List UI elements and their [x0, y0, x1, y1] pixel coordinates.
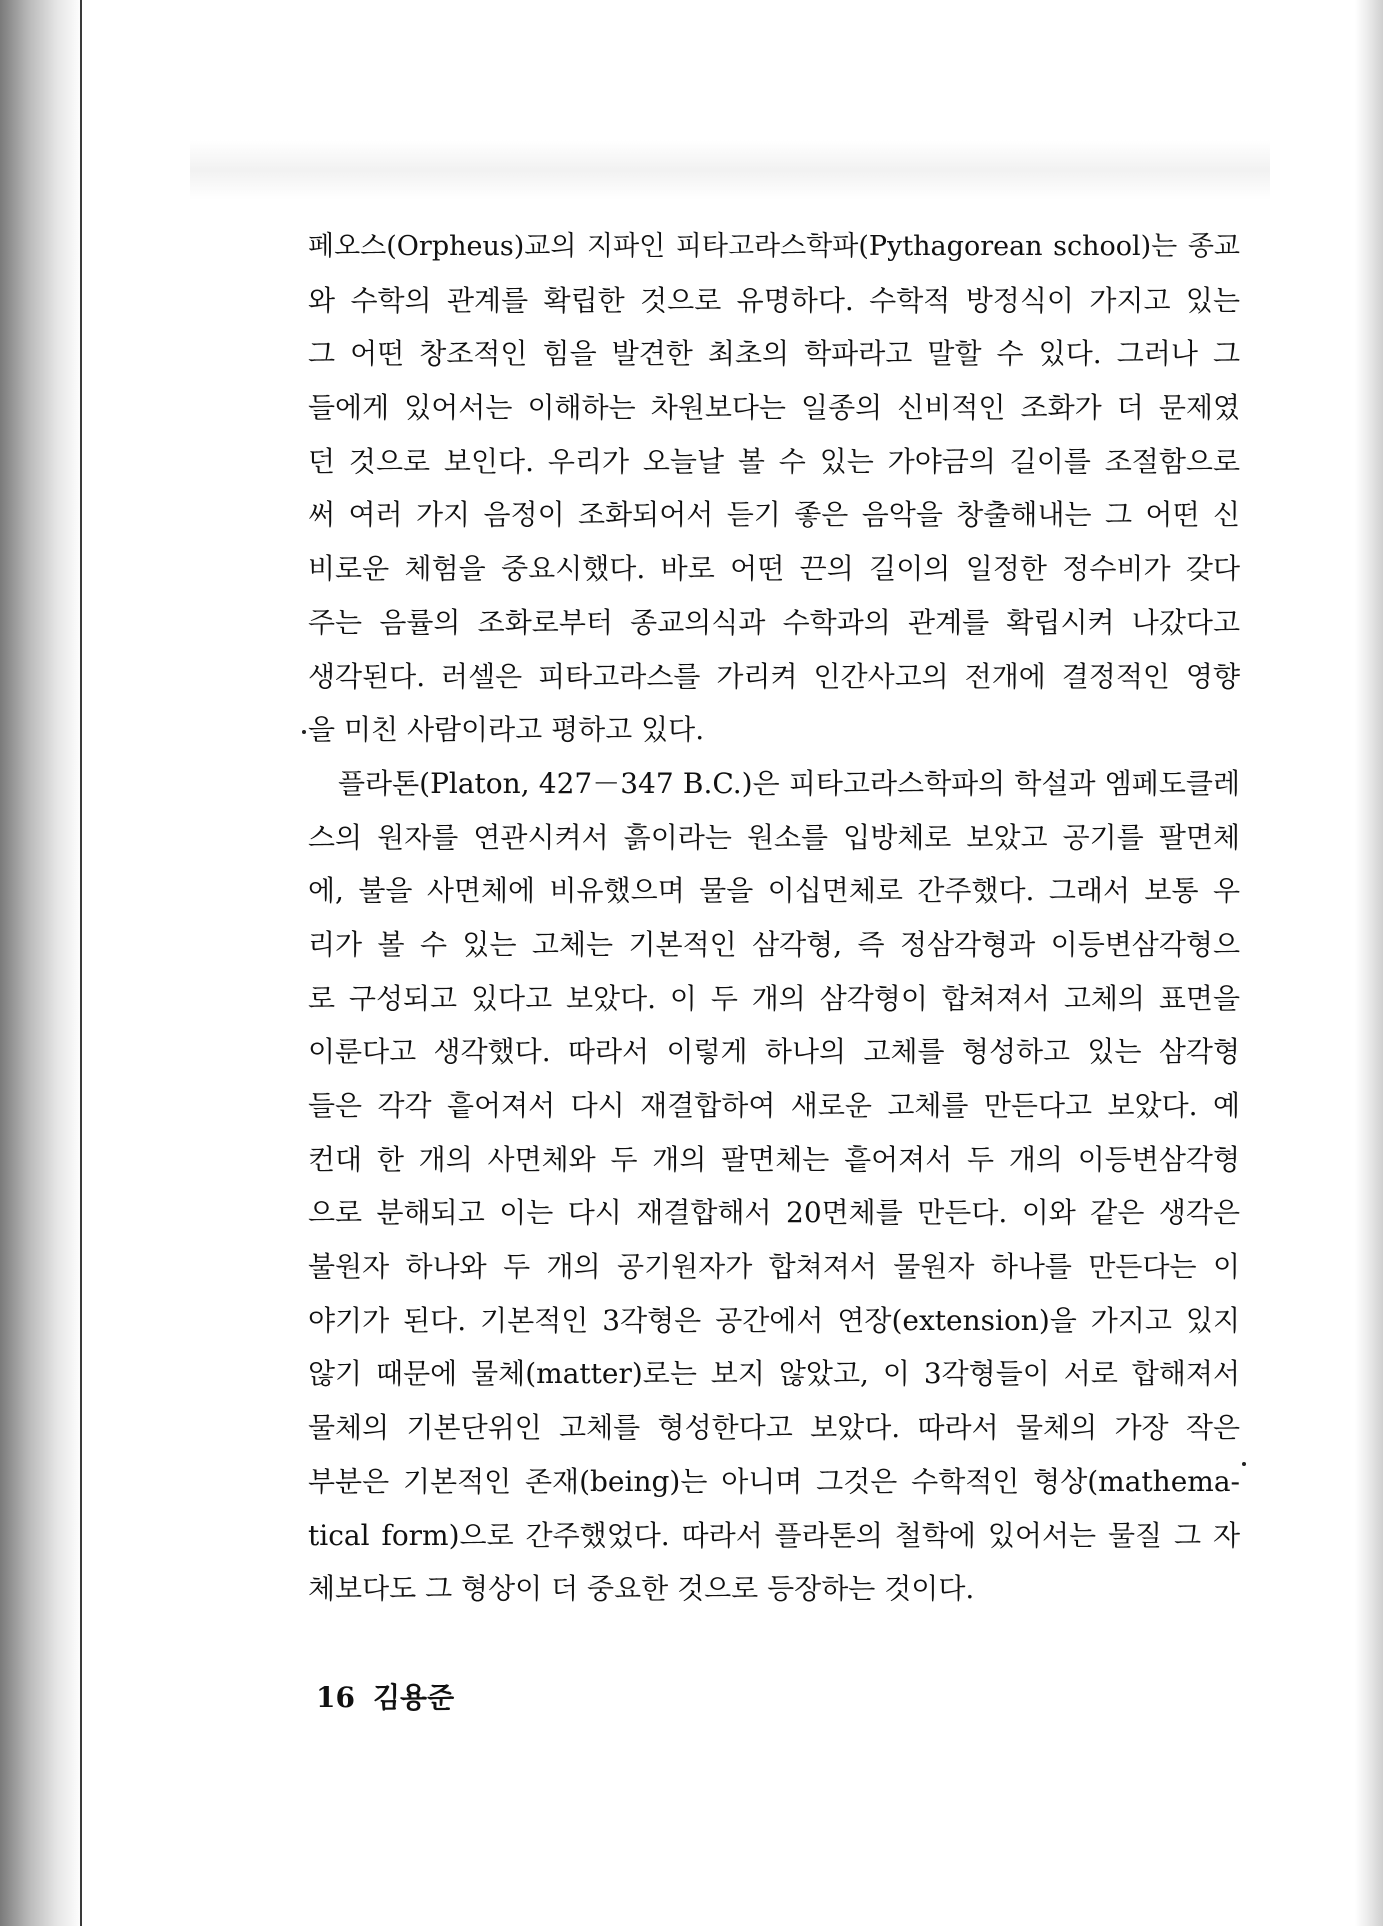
paragraph-platon	[308, 757, 1240, 1616]
scan-page-border	[80, 0, 82, 1926]
text-line: 않기 때문에 물체(matter)로는 보지 않았고, 이 3각형들이 서로 합해져서	[308, 1357, 1240, 1391]
scan-speck	[1242, 1462, 1246, 1466]
text-line: 스의 원자를 연관시켜서 흙이라는 원소를 입방체로 보았고 공기를 팔면체	[308, 820, 1240, 854]
text-line: 부분은 기본적인 존재(being)는 아니며 그것은 수학적인 형상(mathema-	[308, 1464, 1240, 1498]
text-line: 주는 음률의 조화로부터 종교의식과 수학과의 관계를 확립시켜 나갔다고	[308, 605, 1240, 639]
paragraph-pythagoreans	[308, 220, 1240, 757]
text-line: 플라톤(Platon, 427－347 B.C.)은 피타고라스학파의 학설과 엠페도클레	[338, 766, 1240, 800]
text-line: 체보다도 그 형상이 더 중요한 것으로 등장하는 것이다.	[308, 1572, 975, 1606]
body-text	[308, 220, 1240, 1616]
text-line: 써 여러 가지 음정이 조화되어서 듣기 좋은 음악을 창출해내는 그 어떤 신	[308, 498, 1240, 532]
text-line: 던 것으로 보인다. 우리가 오늘날 볼 수 있는 가야금의 길이를 조절함으로	[308, 444, 1240, 478]
text-line: 그 어떤 창조적인 힘을 발견한 최초의 학파라고 말할 수 있다. 그러나 그	[308, 337, 1240, 371]
page-number: 16	[316, 1681, 355, 1714]
text-line: 들에게 있어서는 이해하는 차원보다는 일종의 신비적인 조화가 더 문제였	[308, 391, 1240, 425]
text-line: 컨대 한 개의 사면체와 두 개의 팔면체는 흩어져서 두 개의 이등변삼각형	[308, 1142, 1240, 1176]
text-line: 리가 볼 수 있는 고체는 기본적인 삼각형, 즉 정삼각형과 이등변삼각형으	[308, 927, 1240, 961]
text-line: 야기가 된다. 기본적인 3각형은 공간에서 연장(extension)을 가지고 있지	[308, 1303, 1240, 1337]
scan-speck	[302, 730, 306, 734]
text-line: 비로운 체험을 중요시했다. 바로 어떤 끈의 길이의 일정한 정수비가 갖다	[308, 552, 1240, 586]
text-line: 와 수학의 관계를 확립한 것으로 유명하다. 수학적 방정식이 가지고 있는	[308, 283, 1240, 317]
scan-top-shade	[190, 140, 1270, 200]
page-footer	[316, 1676, 472, 1716]
scan-left-edge-shadow	[0, 0, 82, 1926]
text-line: 으로 분해되고 이는 다시 재결합해서 20면체를 만든다. 이와 같은 생각은	[308, 1196, 1240, 1230]
text-line: 페오스(Orpheus)교의 지파인 피타고라스학파(Pythagorean school)는 종교	[308, 231, 1240, 262]
text-line: 생각된다. 러셀은 피타고라스를 가리켜 인간사고의 전개에 결정적인 영향	[308, 659, 1240, 693]
author-name: 김용준	[372, 1681, 455, 1714]
text-line: tical form)으로 간주했었다. 따라서 플라톤의 철학에 있어서는 물질 그 자	[308, 1518, 1240, 1552]
text-line: 에, 불을 사면체에 비유했으며 물을 이십면체로 간주했다. 그래서 보통 우	[308, 874, 1240, 908]
text-line: 물체의 기본단위인 고체를 형성한다고 보았다. 따라서 물체의 가장 작은	[308, 1411, 1240, 1445]
text-line: 로 구성되고 있다고 보았다. 이 두 개의 삼각형이 합쳐져서 고체의 표면을	[308, 981, 1240, 1015]
text-line: 이룬다고 생각했다. 따라서 이렇게 하나의 고체를 형성하고 있는 삼각형	[308, 1035, 1240, 1069]
scan-right-edge-shadow	[1355, 0, 1383, 1926]
text-line: 들은 각각 흩어져서 다시 재결합하여 새로운 고체를 만든다고 보았다. 예	[308, 1089, 1240, 1122]
text-line: 불원자 하나와 두 개의 공기원자가 합쳐져서 물원자 하나를 만든다는 이	[308, 1250, 1240, 1284]
text-line: 을 미친 사람이라고 평하고 있다.	[308, 713, 705, 747]
